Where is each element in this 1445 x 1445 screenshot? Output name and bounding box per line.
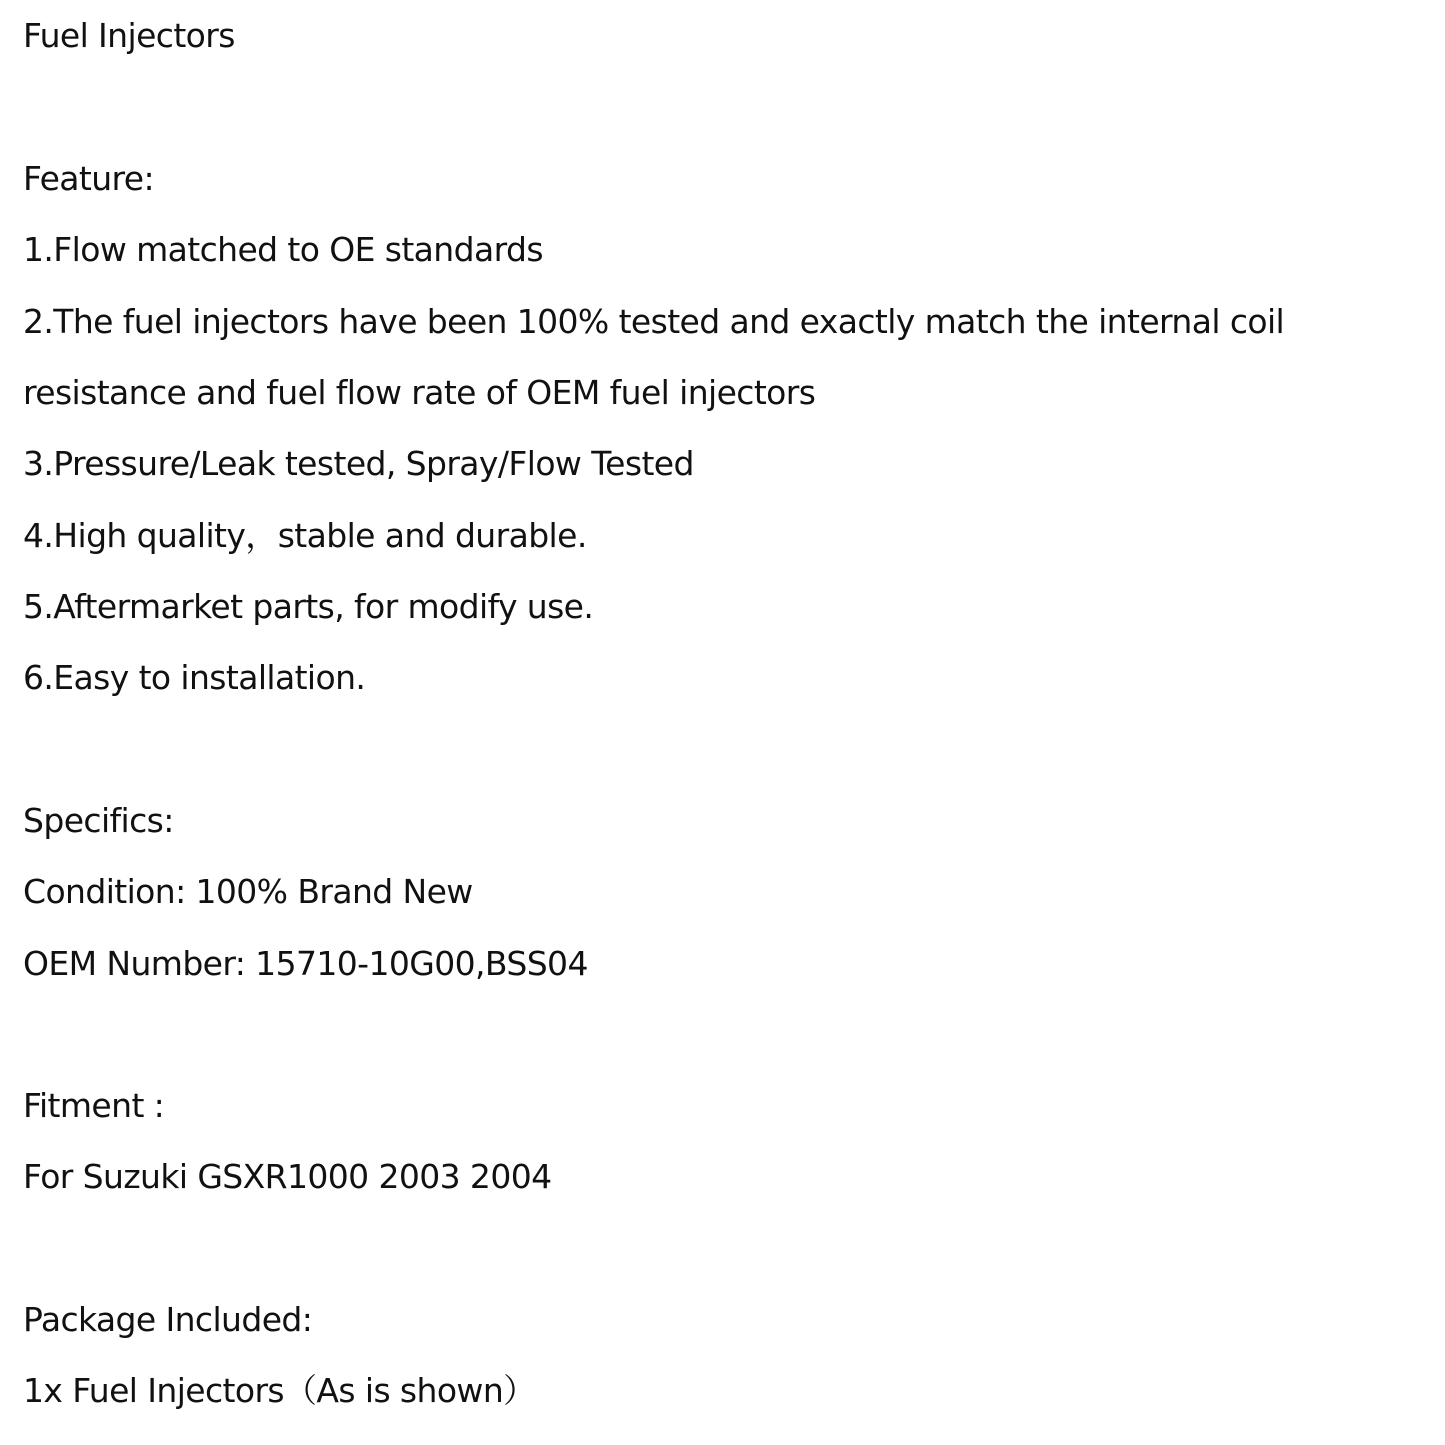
package-heading: Package Included: [23,1300,313,1339]
condition-text: Condition: 100% Brand New [23,872,473,911]
package-text: 1x Fuel Injectors（As is shown） [23,1371,536,1410]
feature-item: 5.Aftermarket parts, for modify use. [23,587,594,626]
feature-item: 2.The fuel injectors have been 100% tested and exactly match the internal coil [23,302,1285,341]
fitment-heading: Fitment : [23,1086,165,1125]
feature-item: 1.Flow matched to OE standards [23,230,543,269]
feature-heading: Feature: [23,159,155,198]
feature-item: 3.Pressure/Leak tested, Spray/Flow Tested [23,444,694,483]
specifics-heading: Specifics: [23,801,174,840]
feature-item: 6.Easy to installation. [23,658,366,697]
oem-number-text: OEM Number: 15710-10G00,BSS04 [23,944,588,983]
document-title: Fuel Injectors [23,16,235,55]
feature-item: 4.High quality，stable and durable. [23,516,587,555]
feature-item-continued: resistance and fuel flow rate of OEM fuel injectors [23,373,816,412]
fitment-text: For Suzuki GSXR1000 2003 2004 [23,1157,552,1196]
